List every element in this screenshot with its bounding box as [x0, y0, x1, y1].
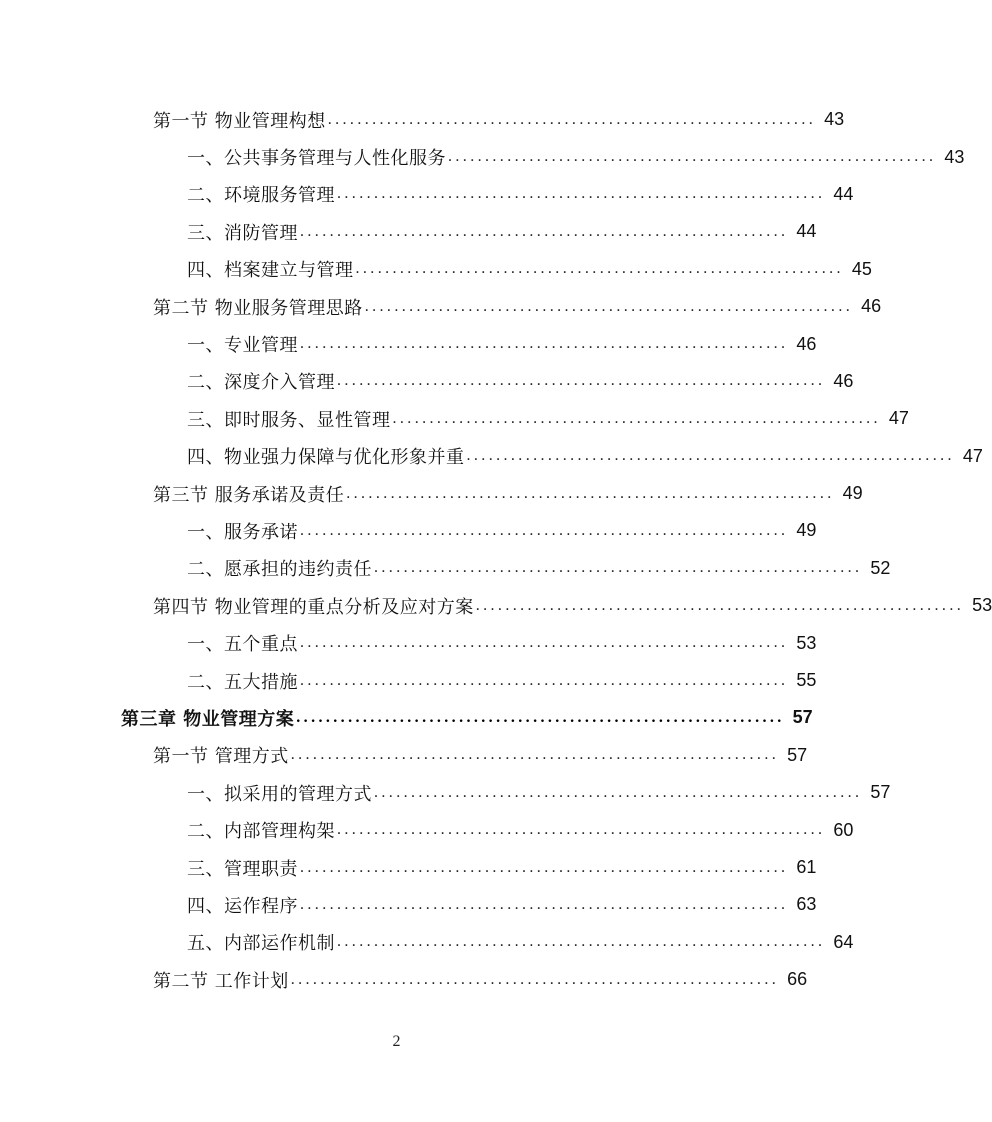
toc-entry-page: 57 [870, 782, 891, 803]
toc-entry-label: 第二节 物业服务管理思路 [153, 297, 363, 319]
dot-leader: .................................................................. [337, 821, 826, 839]
toc-entry[interactable] [187, 924, 854, 961]
dot-leader: .................................................................. [337, 185, 826, 203]
page-number: 2 [392, 1033, 401, 1050]
toc-entry-page: 46 [833, 370, 854, 391]
toc-entry[interactable] [187, 251, 872, 288]
toc-entry-page: 55 [796, 670, 817, 691]
toc-entry-page: 44 [833, 183, 854, 204]
toc-entry[interactable] [153, 737, 808, 774]
toc-entry[interactable] [187, 550, 891, 587]
toc-entry-label: 第三节 服务承诺及责任 [153, 484, 345, 506]
toc-entry-label: 第一节 管理方式 [153, 746, 289, 768]
dot-leader: .................................................................. [300, 222, 789, 240]
toc-entry-page: 47 [888, 408, 909, 429]
toc-entry-page: 60 [833, 819, 854, 840]
dot-leader: .................................................................. [300, 335, 789, 353]
toc-entry-page: 49 [842, 483, 863, 504]
toc-entry-label: 二、环境服务管理 [187, 185, 335, 207]
table-of-contents [0, 101, 992, 998]
toc-entry-page: 49 [796, 520, 817, 541]
toc-entry-page: 53 [796, 632, 817, 653]
toc-entry[interactable] [187, 886, 817, 923]
toc-entry[interactable] [153, 101, 845, 138]
dot-leader: .................................................................. [374, 783, 863, 801]
toc-entry-label: 第一节 物业管理构想 [153, 110, 326, 132]
dot-leader: .................................................................. [290, 970, 780, 988]
toc-entry-label: 五、内部运作机制 [187, 933, 335, 955]
dot-leader: .................................................................. [392, 409, 881, 427]
toc-entry-label: 四、档案建立与管理 [187, 260, 354, 282]
toc-entry-label: 第二节 工作计划 [153, 970, 289, 992]
toc-entry-label: 一、服务承诺 [187, 521, 298, 543]
toc-entry[interactable] [187, 438, 983, 475]
dot-leader: .................................................................. [290, 746, 780, 764]
toc-entry-label: 一、拟采用的管理方式 [187, 783, 372, 805]
toc-entry-page: 64 [833, 931, 854, 952]
dot-leader: .................................................................. [300, 521, 789, 539]
toc-entry-label: 一、专业管理 [187, 335, 298, 357]
toc-entry[interactable] [187, 811, 854, 848]
dot-leader: .................................................................. [448, 148, 937, 166]
toc-entry[interactable] [187, 213, 817, 250]
toc-entry[interactable] [187, 774, 891, 811]
toc-entry-page: 44 [796, 221, 817, 242]
toc-entry-label: 二、内部管理构架 [187, 821, 335, 843]
dot-leader: .................................................................. [327, 110, 817, 128]
toc-entry[interactable] [187, 849, 817, 886]
dot-leader: .................................................................. [355, 260, 844, 278]
toc-entry-label: 二、五大措施 [187, 671, 298, 693]
toc-entry-page: 52 [870, 557, 891, 578]
toc-entry[interactable] [187, 662, 817, 699]
toc-entry-page: 63 [796, 894, 817, 915]
toc-entry[interactable] [187, 363, 854, 400]
toc-entry-page: 53 [972, 595, 992, 616]
toc-entry-page: 61 [796, 857, 817, 877]
toc-entry-page: 43 [824, 109, 845, 130]
toc-entry[interactable] [187, 325, 817, 362]
toc-entry[interactable] [153, 475, 863, 512]
toc-entry-label: 三、管理职责 [187, 858, 298, 880]
toc-entry[interactable] [153, 288, 882, 325]
toc-entry[interactable] [187, 400, 909, 437]
toc-entry[interactable] [187, 624, 817, 661]
toc-entry[interactable] [187, 512, 817, 549]
toc-entry-page: 46 [796, 333, 817, 354]
toc-entry[interactable] [153, 961, 808, 998]
dot-leader: .................................................................. [300, 671, 789, 689]
dot-leader: .................................................................. [337, 372, 826, 390]
toc-entry[interactable] [187, 176, 854, 213]
toc-entry-page: 45 [851, 258, 872, 279]
dot-leader: .................................................................. [346, 484, 835, 502]
toc-entry-label: 二、愿承担的违约责任 [187, 559, 372, 581]
toc-entry-label: 一、五个重点 [187, 634, 298, 656]
toc-entry-page: 46 [861, 296, 882, 317]
toc-chapter-page: 57 [792, 707, 813, 728]
toc-entry-label: 四、运作程序 [187, 895, 298, 917]
dot-leader: .................................................................. [466, 447, 955, 465]
toc-entry-page: 47 [962, 445, 983, 466]
dot-leader: .................................................................. [475, 596, 965, 614]
dot-leader: .................................................................. [300, 634, 789, 652]
dot-leader: .................................................................. [296, 708, 785, 726]
toc-entry-label: 一、公共事务管理与人性化服务 [187, 148, 446, 170]
toc-entry-label: 第四节 物业管理的重点分析及应对方案 [153, 596, 474, 618]
toc-entry[interactable] [153, 587, 992, 624]
toc-entry[interactable] [187, 138, 965, 175]
toc-entry-page: 57 [787, 744, 808, 765]
dot-leader: .................................................................. [337, 933, 826, 951]
dot-leader: .................................................................. [300, 895, 789, 913]
toc-chapter-label: 第三章 物业管理方案 [121, 708, 295, 730]
toc-entry-label: 三、即时服务、显性管理 [187, 409, 391, 431]
toc-entry-label: 四、物业强力保障与优化形象并重 [187, 447, 465, 469]
toc-entry-label: 二、深度介入管理 [187, 372, 335, 394]
toc-entry-page: 66 [787, 969, 808, 990]
dot-leader: .................................................................. [300, 858, 789, 876]
toc-entry-page: 43 [944, 146, 965, 167]
dot-leader: .................................................................. [374, 559, 863, 577]
toc-entry-label: 三、消防管理 [187, 222, 298, 244]
dot-leader: .................................................................. [364, 297, 854, 315]
toc-chapter-entry[interactable] [121, 699, 813, 736]
